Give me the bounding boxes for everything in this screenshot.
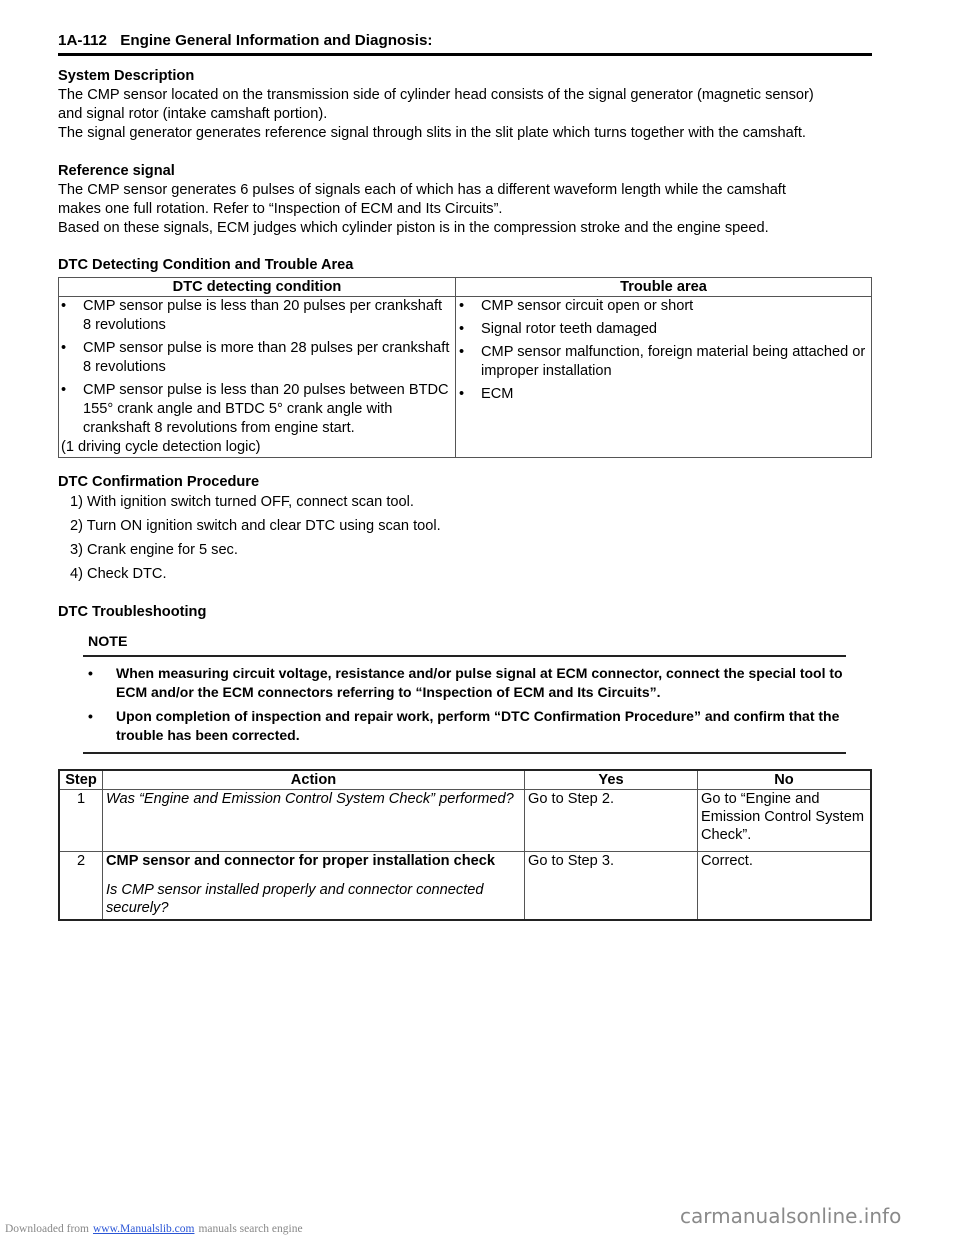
- download-footer: [5, 1220, 303, 1239]
- column-header-action: Action: [103, 770, 525, 790]
- table-row: [59, 297, 872, 458]
- dtc-condition-heading-wrap: [58, 256, 872, 275]
- procedure-step: 4) Check DTC.: [70, 566, 167, 582]
- note-box: [83, 633, 846, 754]
- table-row: [59, 852, 871, 920]
- manualslib-link[interactable]: www.Manualslib.com: [93, 1223, 195, 1235]
- confirmation-steps: [58, 493, 441, 589]
- procedure-step: 3) Crank engine for 5 sec.: [70, 542, 238, 558]
- procedure-step: 2) Turn ON ignition switch and clear DTC using scan tool.: [70, 518, 441, 534]
- paragraph-line: The CMP sensor located on the transmission side of cylinder head consists of the signal generator (magnetic sensor): [58, 87, 814, 103]
- note-body: [83, 657, 846, 754]
- condition-item: • CMP sensor pulse is less than 20 pulses per crankshaft 8 revolutions: [61, 297, 451, 335]
- troubleshooting-heading: DTC Troubleshooting: [58, 604, 207, 620]
- column-header-yes: Yes: [525, 770, 698, 790]
- paragraph-line: The signal generator generates reference signal through slits in the slit plate which turns together with the camshaft.: [58, 125, 806, 141]
- column-header-step: Step: [59, 770, 103, 790]
- reference-signal-heading: Reference signal: [58, 163, 175, 179]
- condition-item: • CMP sensor pulse is more than 28 pulses per crankshaft 8 revolutions: [61, 339, 451, 377]
- action-question: Is CMP sensor installed properly and connector connected securely?: [106, 882, 484, 916]
- dtc-condition-table: [58, 277, 872, 458]
- condition-cell: [59, 297, 456, 458]
- troubleshooting-table: [58, 769, 872, 921]
- troubleshooting-heading-wrap: [58, 603, 872, 622]
- action-cell: [103, 790, 525, 852]
- confirmation-heading: DTC Confirmation Procedure: [58, 474, 260, 490]
- column-header-trouble-area: Trouble area: [456, 278, 872, 297]
- step-number: 1: [59, 790, 103, 852]
- paragraph-line: The CMP sensor generates 6 pulses of signals each of which has a different waveform length while the camshaft: [58, 182, 786, 198]
- note-title: NOTE: [83, 633, 846, 657]
- table-row: [59, 790, 871, 852]
- trouble-area-item: • CMP sensor circuit open or short: [459, 297, 867, 316]
- no-cell: Correct.: [698, 852, 872, 920]
- yes-cell: Go to Step 2.: [525, 790, 698, 852]
- yes-cell: Go to Step 3.: [525, 852, 698, 920]
- watermark: carmanualsonline.info: [680, 1204, 902, 1228]
- note-item: • Upon completion of inspection and repair work, perform “DTC Confirmation Procedure” and confirm that the trouble has been corrected.: [88, 707, 846, 745]
- action-title: CMP sensor and connector for proper installation check: [106, 853, 495, 869]
- section-title: Engine General Information and Diagnosis:: [120, 32, 433, 49]
- action-cell: [103, 852, 525, 920]
- confirmation-heading-wrap: [58, 473, 872, 492]
- table-header-row: [59, 770, 871, 790]
- action-question: Was “Engine and Emission Control System Check” performed?: [106, 791, 514, 807]
- reference-signal-section: [58, 162, 872, 238]
- trouble-area-item: • Signal rotor teeth damaged: [459, 320, 867, 339]
- condition-note: (1 driving cycle detection logic): [61, 439, 261, 455]
- trouble-area-cell: [456, 297, 872, 458]
- system-description-section: [58, 67, 872, 143]
- condition-item: • CMP sensor pulse is less than 20 pulses between BTDC 155° crank angle and BTDC 5° crank angle with crankshaft 8 revolutions from engine start.: [61, 381, 451, 438]
- step-number: 2: [59, 852, 103, 920]
- paragraph-line: and signal rotor (intake camshaft portion).: [58, 106, 328, 122]
- paragraph-line: Based on these signals, ECM judges which cylinder piston is in the compression stroke and the engine speed.: [58, 220, 769, 236]
- footer-suffix: manuals search engine: [198, 1223, 303, 1235]
- note-item: • When measuring circuit voltage, resistance and/or pulse signal at ECM connector, connect the special tool to ECM and/or the ECM connectors referring to “Inspection of ECM and Its Circuits”.: [88, 664, 846, 702]
- column-header-no: No: [698, 770, 872, 790]
- page-header: [58, 31, 872, 56]
- footer-prefix: Downloaded from: [5, 1223, 89, 1235]
- system-description-heading: System Description: [58, 68, 195, 84]
- no-cell: Go to “Engine and Emission Control System Check”.: [698, 790, 872, 852]
- page-number: 1A-112: [58, 32, 107, 49]
- trouble-area-item: • ECM: [459, 385, 867, 404]
- dtc-condition-heading: DTC Detecting Condition and Trouble Area: [58, 257, 354, 273]
- table-header-row: [59, 278, 872, 297]
- trouble-area-item: • CMP sensor malfunction, foreign material being attached or improper installation: [459, 343, 867, 381]
- column-header-condition: DTC detecting condition: [59, 278, 456, 297]
- paragraph-line: makes one full rotation. Refer to “Inspection of ECM and Its Circuits”.: [58, 201, 503, 217]
- procedure-step: 1) With ignition switch turned OFF, connect scan tool.: [70, 494, 414, 510]
